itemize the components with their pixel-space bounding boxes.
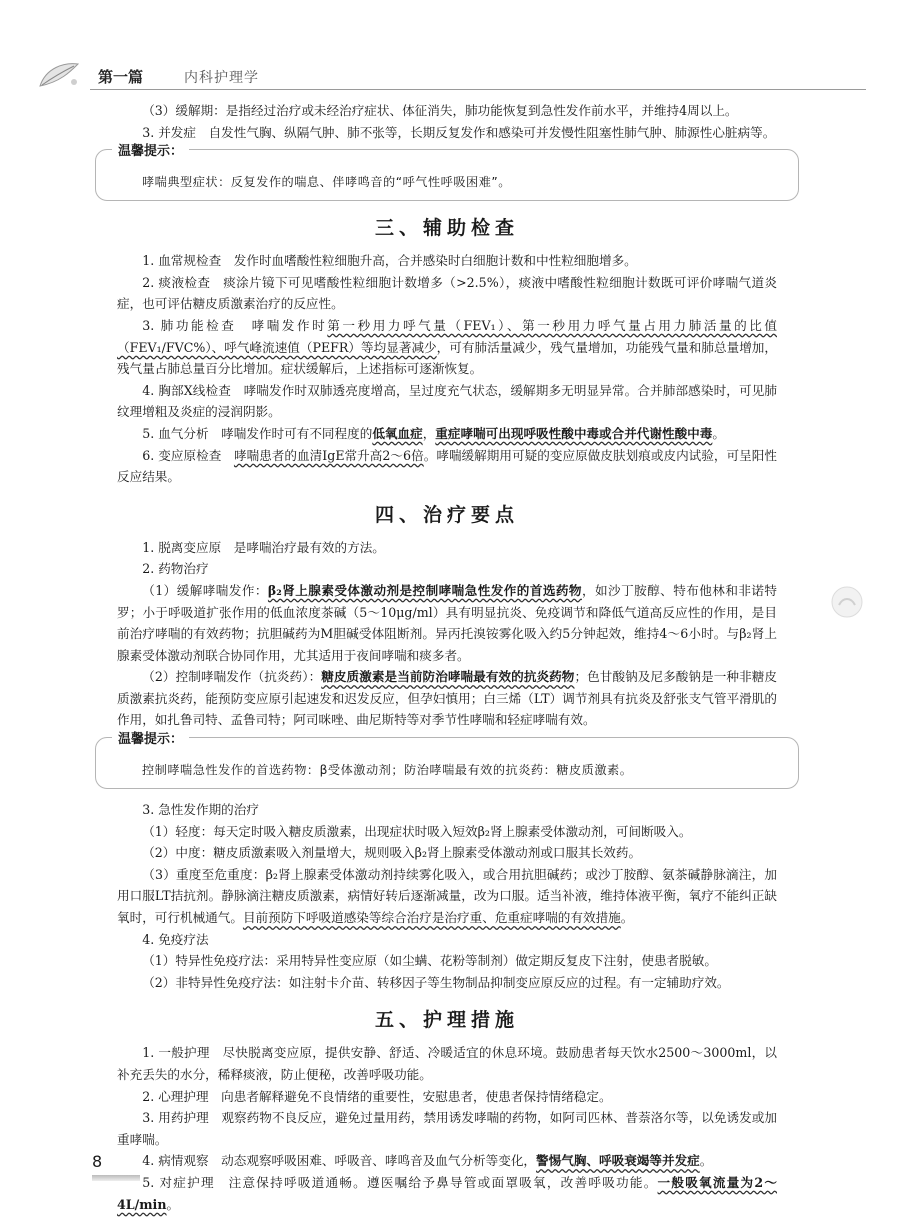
text-run: （2）控制哮喘发作（抗炎药）： bbox=[142, 669, 322, 685]
text-run: 。哮喘缓解期用可疑的变应原做皮肤划痕或皮内试验，可呈阳性反应结果。 bbox=[117, 447, 777, 485]
text-run: 。 bbox=[712, 425, 725, 441]
paragraph: 4. 免疫疗法 bbox=[142, 931, 209, 947]
text-run: （3）重度至危重度：β₂肾上腺素受体激动剂持续雾化吸入，或合用抗胆碱药；或沙丁胺醇、氨茶碱静脉滴注，加用口服LT拮抗剂。静脉滴注糖皮质激素，病情好转后逐渐减量，改为口服。适当补液，维持体液平衡，氧疗不能纠正缺氧时，可行机械通气。 bbox=[117, 866, 777, 926]
key-point: 重症哮喘可出现呼吸性酸中毒或合并代谢性酸中毒 bbox=[435, 425, 713, 441]
text-run: 。 bbox=[166, 1196, 180, 1212]
header-title: 内科护理学 bbox=[184, 70, 259, 86]
text-run: ；色甘酸钠及尼多酸钠是一种非糖皮质激素抗炎药，能预防变应原引起速发和迟发反应，但孕妇慎用；白三烯（LT）调节剂具有抗炎及舒张支气管平滑肌的作用，如扎鲁司特、孟鲁司特；阿司咪唑、曲尼斯特等对季节性哮喘和轻症哮喘有效。 bbox=[117, 669, 778, 728]
paragraph: 1. 脱离变应原 是哮喘治疗最有效的方法。 bbox=[142, 539, 385, 555]
text-run: 3. 肺功能检查 哮喘发作时 bbox=[142, 317, 328, 333]
paragraph bbox=[117, 1150, 777, 1172]
paragraph: 1. 一般护理 尽快脱离变应原，提供安静、舒适、冷暖适宜的休息环境。鼓励患者每天饮水2500～3000ml，以补充丢失的水分，稀释痰液，防止便秘，改善呼吸功能。 bbox=[117, 1045, 777, 1082]
text-run: 6. 变应原检查 bbox=[142, 447, 234, 463]
key-point: 第一秒用力呼气量（FEV₁）、第一秒用力呼气量占用力肺活量的比值（FEV₁/FVC%）、呼气峰流速值（PEFR）等均显著减少 bbox=[117, 317, 777, 355]
section-title: 三、辅助检查 bbox=[374, 217, 519, 240]
paragraph bbox=[117, 580, 777, 666]
tip-label: 温馨提示： bbox=[112, 728, 189, 747]
paragraph bbox=[117, 445, 777, 488]
text-run: 。 bbox=[620, 910, 634, 926]
paragraph: （3）缓解期：是指经过治疗或未经治疗症状、体征消失，肺功能恢复到急性发作前水平，并维持4周以上。 bbox=[142, 103, 738, 118]
key-point: 一般吸氧流量为2～4L/min bbox=[117, 1174, 777, 1212]
key-point: 糖皮质激素是当前防治哮喘最有效的抗炎药物 bbox=[321, 669, 575, 685]
paragraph: （2）中度：糖皮质激素吸入剂量增大，规则吸入β₂肾上腺素受体激动剂或口服其长效药。 bbox=[142, 845, 642, 861]
paragraph: 2. 心理护理 向患者解释避免不良情绪的重要性，安慰患者，使患者保持情绪稳定。 bbox=[142, 1088, 612, 1104]
paragraph: 2. 药物治疗 bbox=[142, 561, 209, 577]
paragraph: 3. 急性发作期的治疗 bbox=[142, 802, 259, 818]
tip-text: 哮喘典型症状：反复发作的喘息、伴哮鸣音的“呼气性呼吸困难”。 bbox=[142, 175, 511, 190]
tip-label: 温馨提示： bbox=[112, 140, 189, 159]
tip-box bbox=[95, 732, 799, 789]
paragraph: 3. 并发症 自发性气胸、纵隔气肿、肺不张等，长期反复发作和感染可并发慢性阻塞性肺气肿、肺源性心脏病等。 bbox=[142, 124, 776, 140]
tip-text: 控制哮喘急性发作的首选药物：β受体激动剂；防治哮喘最有效的抗炎药：糖皮质激素。 bbox=[142, 763, 633, 778]
paragraph: 2. 痰液检查 痰涂片镜下可见嗜酸性粒细胞计数增多（>2.5%），痰液中嗜酸性粒细胞计数既可评价哮喘气道炎症，也可评估糖皮质激素治疗的反应性。 bbox=[117, 274, 777, 312]
text-run: ，可有肺活量减少，残气量增加，功能残气量和肺总量增加，残气量占肺总量百分比增加。症状缓解后，上述指标可逐渐恢复。 bbox=[117, 339, 778, 377]
key-point: 警惕气胸、呼吸衰竭等并发症 bbox=[536, 1153, 700, 1169]
text-run: （1）缓解哮喘发作： bbox=[142, 582, 268, 598]
paragraph bbox=[117, 864, 777, 929]
part-label: 第一篇 bbox=[98, 68, 144, 86]
paragraph: 1. 血常规检查 发作时血嗜酸性粒细胞升高，合并感染时白细胞计数和中性粒细胞增多。 bbox=[142, 253, 637, 269]
paragraph bbox=[117, 1172, 777, 1215]
header-divider bbox=[90, 89, 866, 90]
section-title: 五、护理措施 bbox=[374, 1009, 519, 1032]
text-run: ，如沙丁胺醇、特布他林和非诺特罗；小于呼吸道扩张作用的低血浓度茶碱（5～10μg/ml）具有明显抗炎、免疫调节和降低气道高反应性的作用，是目前治疗哮喘的有效药物；抗胆碱药为M胆碱受体阻断剂。异丙托溴铵雾化吸入约5分钟起效，维持4～6小时。与β₂肾上腺素受体激动剂联合协同作用，尤其适用于夜间哮喘和痰多者。 bbox=[117, 582, 777, 663]
key-point: β₂肾上腺素受体激动剂是控制哮喘急性发作的首选药物 bbox=[267, 582, 582, 598]
section-title: 四、治疗要点 bbox=[374, 503, 519, 526]
paragraph: （1）轻度：每天定时吸入糖皮质激素，出现症状时吸入短效β₂肾上腺素受体激动剂，可间断吸入。 bbox=[142, 823, 692, 839]
key-point: 哮喘患者的血清IgE常升高2～6倍 bbox=[233, 447, 424, 463]
text-run: 5. 血气分析 哮喘发作时可有不同程度的 bbox=[142, 425, 373, 441]
leaf-logo-icon bbox=[36, 60, 82, 90]
text-run: 。 bbox=[699, 1153, 713, 1169]
side-decoration-icon bbox=[830, 585, 864, 619]
key-point: 目前预防下呼吸道感染等综合治疗是治疗重、危重症哮喘的有效措施 bbox=[242, 910, 621, 926]
text-run: ， bbox=[422, 425, 436, 441]
paragraph: （2）非特异性免疫疗法：如注射卡介苗、转移因子等生物制品抑制变应原反应的过程。有一定辅助疗效。 bbox=[142, 974, 730, 990]
paragraph bbox=[117, 423, 777, 445]
text-run: 4. 病情观察 动态观察呼吸困难、呼吸音、哮鸣音及血气分析等变化， bbox=[142, 1153, 537, 1169]
page-number: 8 bbox=[92, 1152, 103, 1171]
footer-rule bbox=[92, 1175, 140, 1181]
paragraph: 3. 用药护理 观察药物不良反应，避免过量用药，禁用诱发哮喘的药物，如阿司匹林、普萘洛尔等，以免诱发或加重哮喘。 bbox=[117, 1110, 777, 1147]
paragraph bbox=[117, 315, 777, 380]
main-content bbox=[117, 100, 777, 1215]
paragraph bbox=[117, 666, 777, 731]
tip-box bbox=[95, 144, 799, 201]
running-header bbox=[36, 60, 866, 92]
paragraph: （1）特异性免疫疗法：采用特异性变应原（如尘螨、花粉等制剂）做定期反复皮下注射，使患者脱敏。 bbox=[142, 953, 717, 969]
text-run: 5. 对症护理 注意保持呼吸道通畅。遵医嘱给予鼻导管或面罩吸氧，改善呼吸功能。 bbox=[142, 1174, 658, 1190]
paragraph: 4. 胸部X线检查 哮喘发作时双肺透亮度增高，呈过度充气状态，缓解期多无明显异常。合并肺部感染时，可见肺纹理增粗及炎症的浸润阴影。 bbox=[117, 382, 777, 420]
key-point: 低氧血症 bbox=[372, 425, 423, 441]
